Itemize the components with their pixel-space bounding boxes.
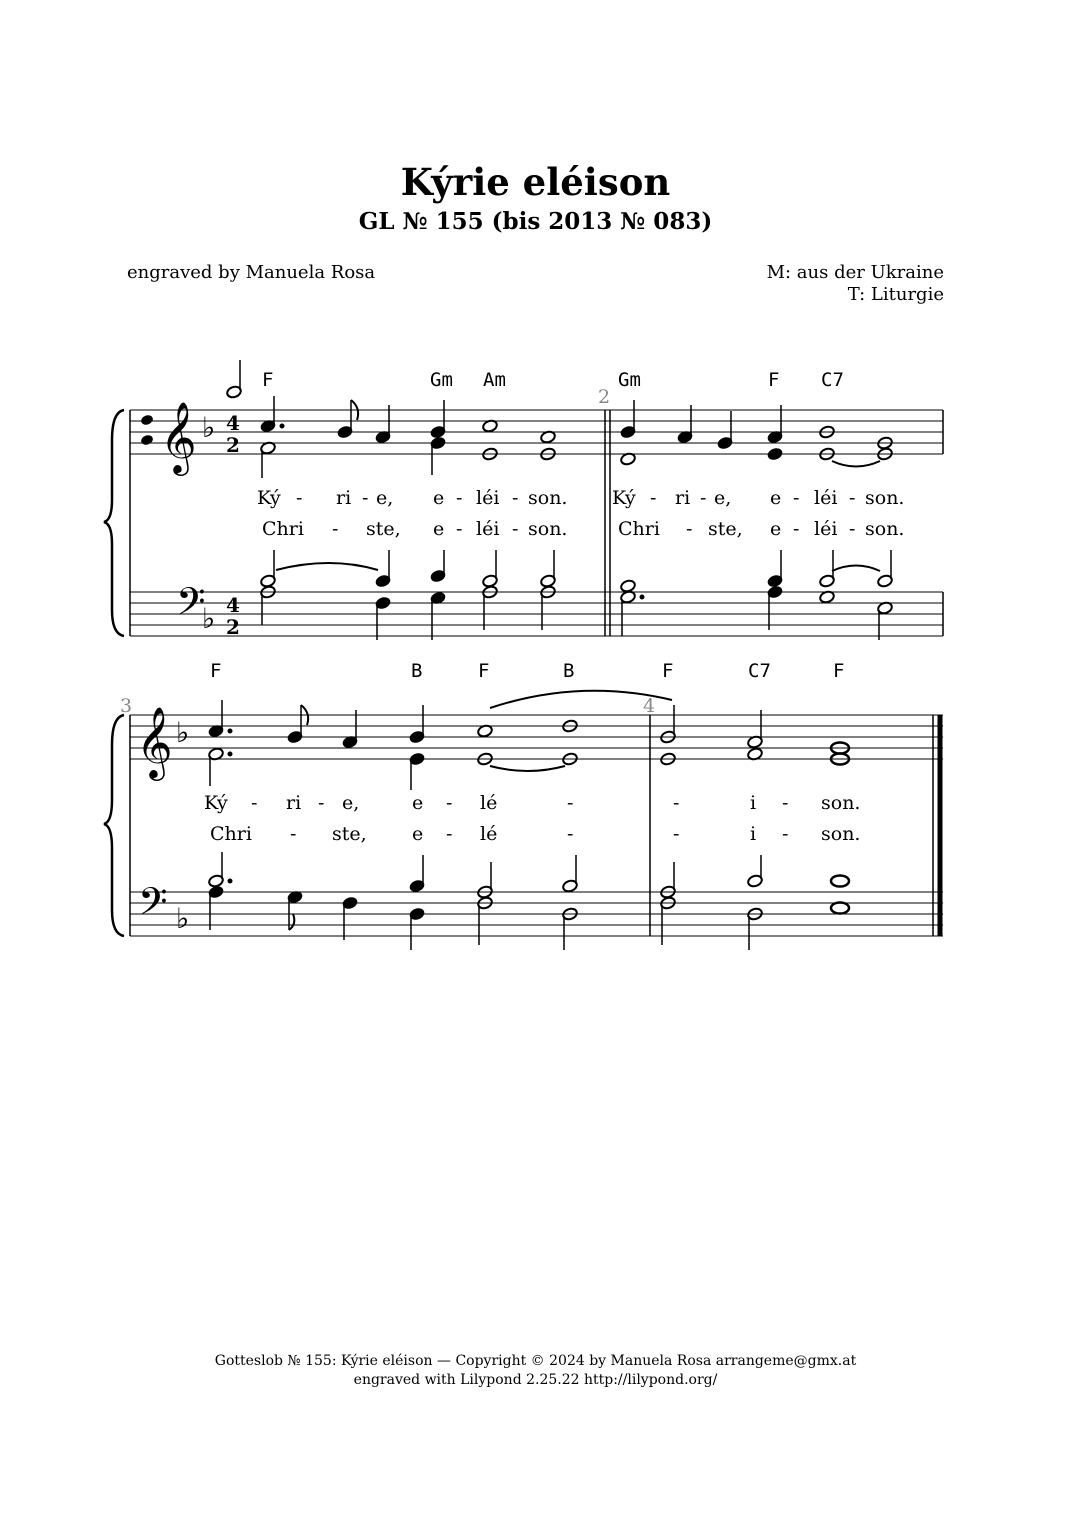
chord-symbol: F (210, 660, 222, 682)
lyric-syllable: ri (286, 792, 302, 814)
lyric-syllable: - (793, 518, 800, 540)
chord-symbol: F (662, 660, 674, 682)
lyric-syllable: son. (528, 487, 568, 509)
svg-text:♭: ♭ (176, 716, 190, 749)
lyric-syllable: - (362, 487, 369, 509)
lyric-syllable: - (849, 487, 856, 509)
lyric-syllable: - (512, 518, 519, 540)
lyric-syllable: e (770, 518, 782, 540)
lyric-syllable: son. (821, 823, 861, 845)
chord-symbol: F (833, 660, 845, 682)
lyric-syllable: - (456, 487, 463, 509)
svg-text:2: 2 (226, 433, 240, 457)
lyric-syllable: ste, (332, 823, 367, 845)
lyric-syllable: son. (865, 487, 905, 509)
lyric-syllable: ste, (708, 518, 743, 540)
lyric-syllable: Chri (210, 823, 252, 845)
svg-text:𝄢: 𝄢 (176, 579, 206, 633)
lyric-syllable: e, (376, 487, 394, 509)
lyric-syllable: lé (480, 792, 498, 814)
chord-symbol: Gm (430, 369, 453, 391)
svg-text:♭: ♭ (176, 902, 190, 935)
lyric-syllable: - (849, 518, 856, 540)
page-title: Kýrie eléison (400, 160, 671, 204)
lyric-syllable: - (290, 823, 297, 845)
lyric-syllable: e (412, 823, 424, 845)
lyric-syllable: - (512, 487, 519, 509)
lyric-syllable: - (332, 518, 339, 540)
lyric-syllable: - (296, 487, 303, 509)
lyrics-verse-2 (262, 518, 904, 540)
svg-text:2: 2 (226, 615, 240, 639)
lyric-syllable: - (567, 792, 574, 814)
chord-symbol: F (478, 660, 490, 682)
lyrics-verse-1 (204, 792, 860, 814)
svg-text:𝄞: 𝄞 (136, 705, 173, 778)
lyricist-credit: T: Liturgie (847, 284, 944, 305)
copyright-line: Gotteslob № 155: Kýrie eléison — Copyright © 2024 by Manuela Rosa arrangeme@gmx.at (214, 1353, 857, 1369)
lyrics-verse-2 (210, 823, 860, 845)
lyric-syllable: Ký (612, 487, 636, 509)
lyric-syllable: e (412, 792, 424, 814)
lyric-syllable: léi (814, 518, 838, 540)
chord-symbol: C7 (821, 369, 844, 391)
lyric-syllable: ri (675, 487, 691, 509)
measure-number: 3 (120, 695, 133, 717)
svg-text:4: 4 (226, 411, 240, 435)
chord-symbol: C7 (748, 660, 771, 682)
lyric-syllable: - (650, 487, 657, 509)
chord-symbol: F (262, 369, 274, 391)
lyric-syllable: ri (336, 487, 352, 509)
lyric-syllable: léi (476, 518, 500, 540)
lyric-syllable: léi (814, 487, 838, 509)
lyric-syllable: e, (342, 792, 360, 814)
lyric-syllable: - (446, 823, 453, 845)
lyric-syllable: e (433, 518, 445, 540)
lyric-syllable: - (700, 487, 707, 509)
page-subtitle: GL № 155 (bis 2013 № 083) (358, 208, 713, 235)
chord-symbol: Gm (618, 369, 641, 391)
lyric-syllable: - (567, 823, 574, 845)
lyric-syllable: son. (865, 518, 905, 540)
lyric-syllable: ste, (366, 518, 401, 540)
lyric-syllable: i (750, 823, 757, 845)
lyric-syllable: Chri (618, 518, 660, 540)
lyric-syllable: son. (821, 792, 861, 814)
composer-credit: M: aus der Ukraine (766, 262, 944, 283)
lyric-syllable: e (433, 487, 445, 509)
measure-number: 2 (598, 386, 611, 408)
svg-text:4: 4 (226, 593, 240, 617)
lyrics-verse-1 (257, 487, 904, 509)
page-footer (0, 1352, 1071, 1390)
chord-symbol: B (563, 660, 575, 682)
lyric-syllable: e, (714, 487, 732, 509)
system-2 (104, 660, 943, 950)
lyric-syllable: Ký (204, 792, 228, 814)
engraver-credit: engraved by Manuela Rosa (127, 262, 376, 283)
lyric-syllable: i (750, 792, 757, 814)
lyric-syllable: - (673, 823, 680, 845)
svg-text:♭: ♭ (202, 411, 216, 444)
lyric-syllable: - (251, 792, 258, 814)
lyric-syllable: e (770, 487, 782, 509)
lyric-syllable: son. (528, 518, 568, 540)
lyric-syllable: - (673, 792, 680, 814)
svg-text:♭: ♭ (202, 602, 216, 635)
lyric-syllable: Ký (257, 487, 281, 509)
lyric-syllable: - (456, 518, 463, 540)
lyric-syllable: - (318, 792, 325, 814)
measure-number: 4 (643, 695, 656, 717)
lyric-syllable: - (686, 518, 693, 540)
lyric-syllable: - (793, 487, 800, 509)
lyric-syllable: Chri (262, 518, 304, 540)
lyric-syllable: lé (480, 823, 498, 845)
system-1 (104, 360, 943, 640)
lyric-syllable: - (782, 823, 789, 845)
lyric-syllable: - (782, 792, 789, 814)
lyric-syllable: - (446, 792, 453, 814)
chord-symbol: B (411, 660, 423, 682)
svg-text:𝄞: 𝄞 (160, 400, 197, 473)
svg-text:𝄢: 𝄢 (138, 879, 168, 933)
lyric-syllable: léi (476, 487, 500, 509)
chord-symbol: Am (483, 369, 506, 391)
engraving-credit: engraved with Lilypond 2.25.22 http://lilypond.org/ (353, 1372, 718, 1388)
chord-symbol: F (768, 369, 780, 391)
